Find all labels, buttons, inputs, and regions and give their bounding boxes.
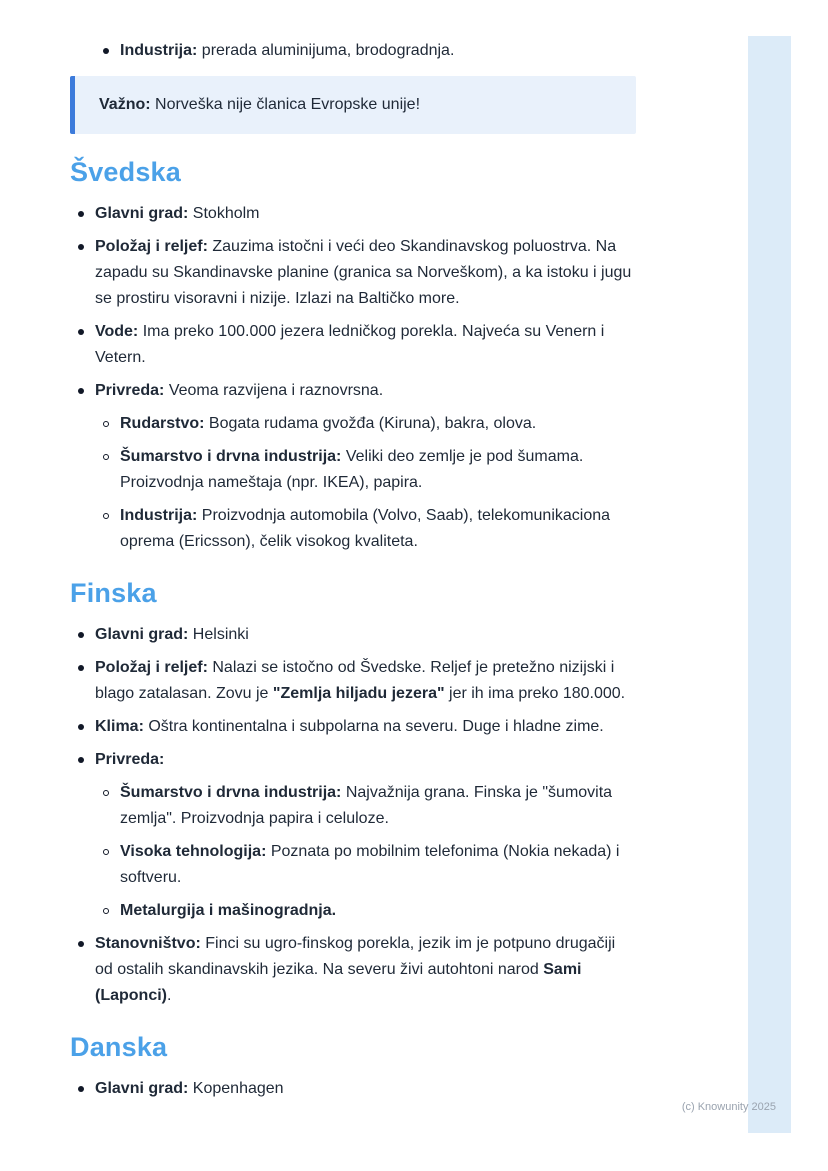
text-segment: Kopenhagen <box>188 1080 284 1097</box>
list-item-text <box>95 201 636 227</box>
bold-text-segment: Metalurgija i mašinogradnja. <box>120 902 337 919</box>
bullet-marker <box>78 724 84 730</box>
section-list <box>70 1076 636 1102</box>
callout-label: Važno: <box>99 96 151 113</box>
list-item-text <box>95 622 636 648</box>
text-segment: Veoma razvijena i raznovrsna. <box>164 382 384 399</box>
text-segment: Finci su ugro-finskog porekla, jezik im je potpuno drugačiji od ostalih skandinavskih jezika. Na severu živi autohtoni narod <box>95 935 616 978</box>
text-segment: Zauzima istočni i veći deo Skandinavskog poluostrva. Na zapadu su Skandinavske planine (granica sa Norveškom), a ka istoku i jugu se prostiru visoravni i nizije. Izlazi na Baltičko more. <box>95 238 632 307</box>
text-segment: Poznata po mobilnim telefonima (Nokia nekada) i softveru. <box>120 843 620 886</box>
bullet-marker <box>103 421 109 427</box>
list-item-text <box>95 319 636 371</box>
text-segment: Stokholm <box>188 205 260 222</box>
list-item-text <box>95 931 636 1009</box>
text-segment: prerada aluminijuma, brodogradnja. <box>197 42 455 59</box>
bullet-marker <box>103 48 109 54</box>
section-heading: Danska <box>70 1032 168 1062</box>
bold-text-segment: Šumarstvo i drvna industrija: <box>120 784 342 801</box>
section-heading: Finska <box>70 578 157 608</box>
list-item <box>70 378 636 404</box>
bullet-marker <box>103 908 109 914</box>
list-item <box>70 234 636 312</box>
bold-text-segment: Vode: <box>95 323 139 340</box>
bold-text-segment: Privreda: <box>95 751 165 768</box>
important-callout <box>70 76 636 134</box>
bullet-marker <box>78 211 84 217</box>
list-item-text <box>95 378 636 404</box>
list-item <box>70 503 636 555</box>
bold-text-segment: Glavni grad: <box>95 1080 189 1097</box>
document-page <box>70 38 636 1109</box>
bullet-marker <box>78 665 84 671</box>
list-item-text <box>95 714 636 740</box>
copyright-text: (c) Knowunity 2025 <box>681 1101 776 1113</box>
bullet-marker <box>78 388 84 394</box>
text-segment: Proizvodnja automobila (Volvo, Saab), telekomunikaciona oprema (Ericsson), čelik visokog kvaliteta. <box>120 507 611 550</box>
bullet-marker <box>103 790 109 796</box>
list-item-text <box>120 898 636 924</box>
list-item <box>70 780 636 832</box>
sections-container <box>70 158 636 1102</box>
bold-text-segment: Privreda: <box>95 382 165 399</box>
list-item <box>70 444 636 496</box>
bold-text-segment: Klima: <box>95 718 144 735</box>
bold-text-segment: Položaj i reljef: <box>95 659 208 676</box>
text-segment: . <box>167 987 172 1004</box>
text-segment: Nalazi se istočno od Švedske. Reljef je pretežno nizijski i blago zatalasan. Zovu je <box>95 659 615 702</box>
intro-list <box>70 38 636 64</box>
bold-text-segment: Stanovništvo: <box>95 935 201 952</box>
bold-text-segment: Industrija: <box>120 507 198 524</box>
bullet-marker <box>78 757 84 763</box>
bold-text-segment: Rudarstvo: <box>120 415 205 432</box>
list-item-text <box>95 655 636 707</box>
text-segment: Oštra kontinentalna i subpolarna na severu. Duge i hladne zime. <box>143 718 604 735</box>
list-item <box>70 898 636 924</box>
text-segment: Ima preko 100.000 jezera ledničkog porekla. Najveća su Venern i Vetern. <box>95 323 605 366</box>
page-edge-decoration <box>748 36 791 1133</box>
bullet-marker <box>103 454 109 460</box>
list-item <box>70 622 636 648</box>
callout-body-text: Norveška nije članica Evropske unije! <box>150 96 421 113</box>
section-heading: Švedska <box>70 157 181 187</box>
list-item <box>70 411 636 437</box>
list-item <box>70 319 636 371</box>
bold-text-segment: Šumarstvo i drvna industrija: <box>120 448 342 465</box>
list-item <box>70 38 636 64</box>
bullet-marker <box>103 849 109 855</box>
bullet-marker <box>78 1086 84 1092</box>
bullet-marker <box>78 329 84 335</box>
bullet-marker <box>78 941 84 947</box>
section-list <box>70 201 636 555</box>
list-item <box>70 1076 636 1102</box>
list-item <box>70 747 636 773</box>
text-segment: Bogata rudama gvožđa (Kiruna), bakra, olova. <box>204 415 537 432</box>
list-item-text <box>120 411 636 437</box>
bullet-marker <box>103 513 109 519</box>
text-segment: Najvažnija grana. Finska je "šumovita zemlja". Proizvodnja papira i celuloze. <box>120 784 613 827</box>
section-list <box>70 622 636 1009</box>
bold-text-segment: Položaj i reljef: <box>95 238 208 255</box>
list-item-text <box>120 444 636 496</box>
text-segment: jer ih ima preko 180.000. <box>444 685 626 702</box>
list-item-text <box>95 1076 636 1102</box>
list-item <box>70 931 636 1009</box>
bullet-marker <box>78 632 84 638</box>
bold-text-segment: Industrija: <box>120 42 198 59</box>
list-item-text <box>120 38 636 64</box>
bold-text-segment: Visoka tehnologija: <box>120 843 267 860</box>
list-item <box>70 201 636 227</box>
list-item-text <box>95 747 636 773</box>
bold-text-segment: "Zemlja hiljadu jezera" <box>272 685 445 702</box>
list-item-text <box>120 780 636 832</box>
bold-text-segment: Glavni grad: <box>95 626 189 643</box>
callout-text <box>99 92 616 118</box>
bullet-marker <box>78 244 84 250</box>
list-item <box>70 655 636 707</box>
list-item-text <box>120 503 636 555</box>
list-item-text <box>95 234 636 312</box>
bold-text-segment: Glavni grad: <box>95 205 189 222</box>
list-item-text <box>120 839 636 891</box>
text-segment: Helsinki <box>188 626 249 643</box>
text-segment: Veliki deo zemlje je pod šumama. Proizvodnja nameštaja (npr. IKEA), papira. <box>120 448 584 491</box>
list-item <box>70 714 636 740</box>
list-item <box>70 839 636 891</box>
bold-text-segment: Sami (Laponci) <box>95 961 582 1004</box>
